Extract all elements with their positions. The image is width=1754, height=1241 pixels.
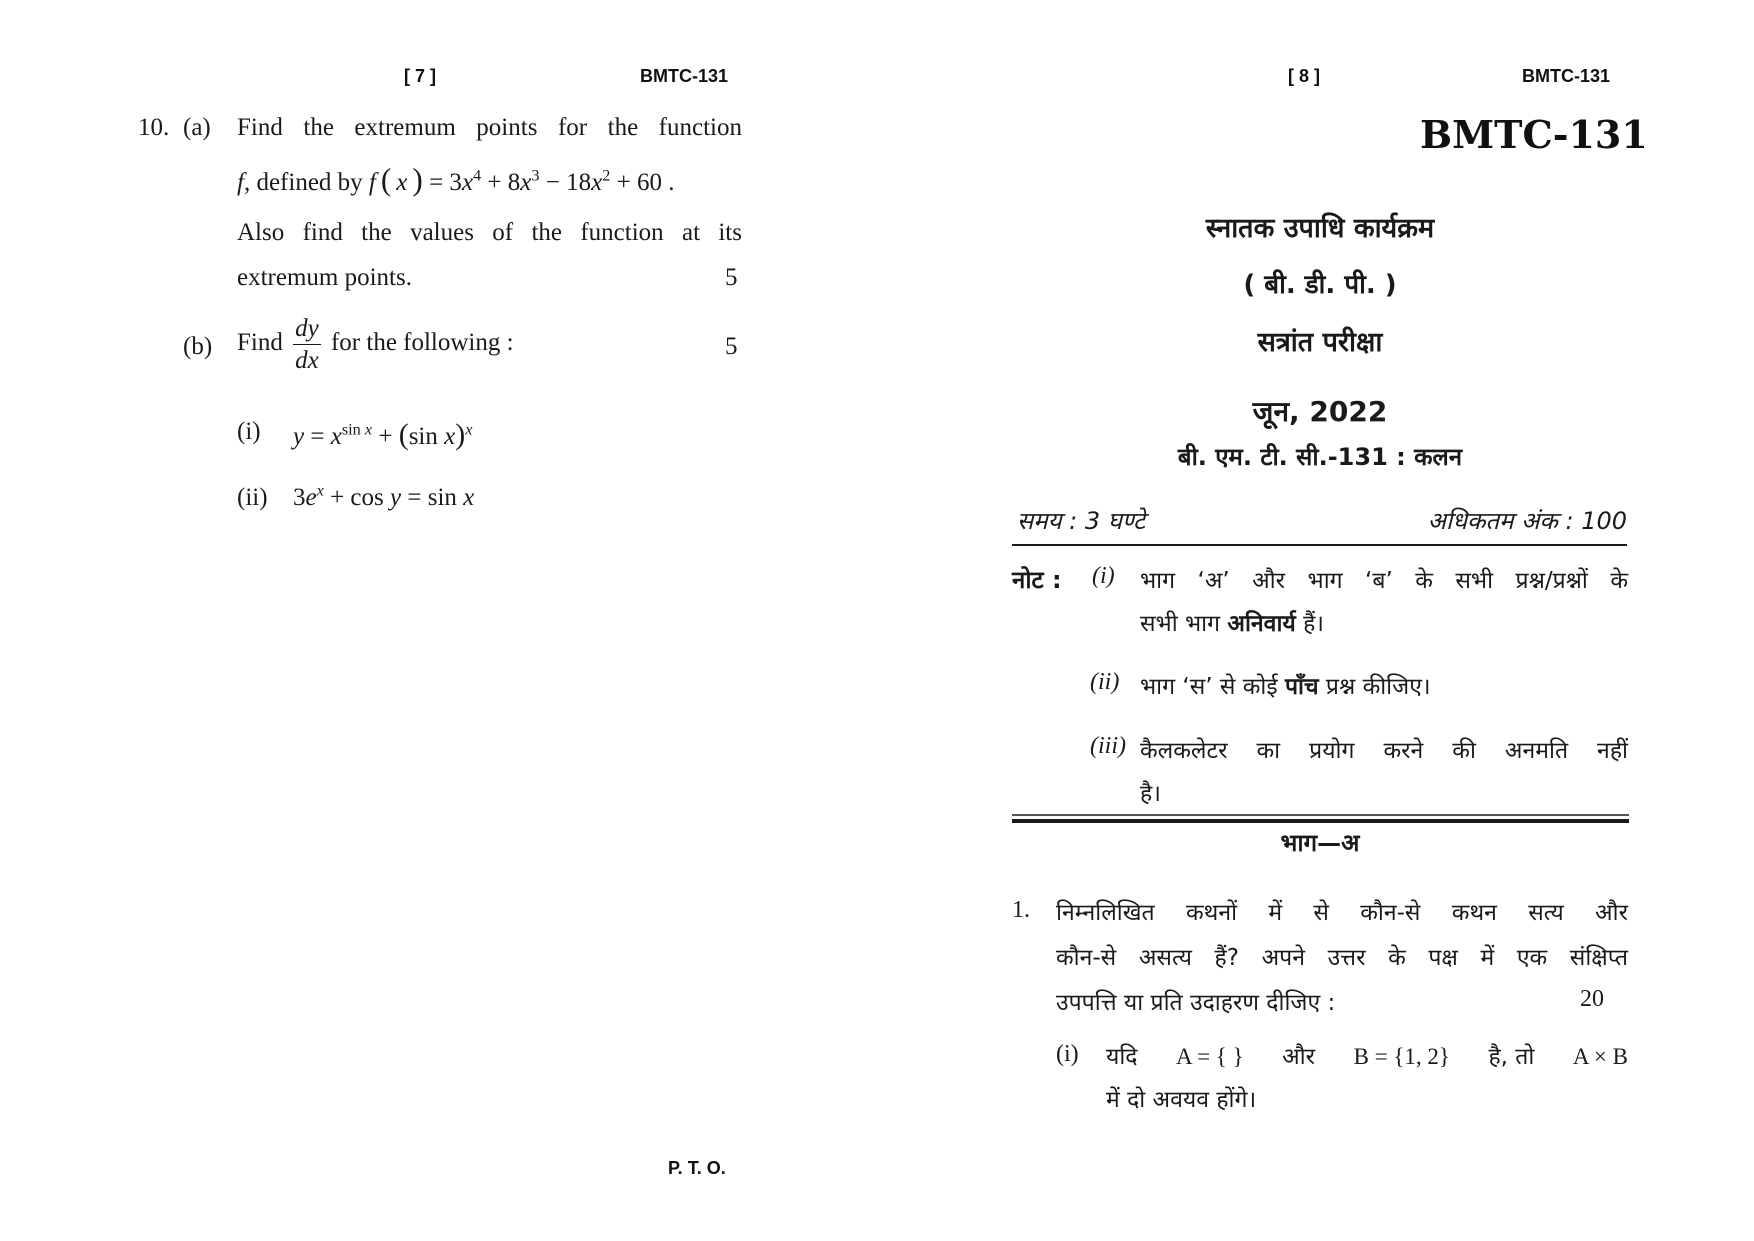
note-ii-text-start: भाग ‘स’ से कोई: [1140, 674, 1285, 700]
function-definition: f ( x ): [368, 162, 423, 197]
set-a-expression: A = { }: [1176, 1044, 1244, 1069]
note-i-text: सभी भाग: [1140, 611, 1228, 637]
question-1-number: 1.: [1012, 897, 1030, 923]
find-text: Find: [237, 329, 283, 357]
exam-type: सत्रांत परीक्षा: [1257, 327, 1383, 358]
part-a-line-3: Also find the values of the function at its: [237, 219, 742, 246]
q1-item-i-line-1: [1106, 1039, 1628, 1071]
note-i-text-end: हैं।: [1295, 611, 1325, 637]
cartesian-product-expression: A × B: [1572, 1044, 1628, 1069]
q1-item-i-label: (i): [1056, 1041, 1079, 1067]
part-b-marks: 5: [725, 333, 738, 360]
exam-session: जून, 2022: [1252, 395, 1388, 428]
course-code-header-right: BMTC-131: [1522, 66, 1611, 86]
defined-by-text: , defined by: [243, 169, 369, 196]
question-1-line-2: कौन-से असत्य हैं? अपने उत्तर के पक्ष में एक संक्षिप्त: [1056, 945, 1628, 971]
q1-item-i-word-then: है, तो: [1488, 1044, 1535, 1070]
course-title: बी. एम. टी. सी.-131 : कलन: [1177, 443, 1463, 471]
note-iii-line-2: है।: [1140, 781, 1161, 807]
page-number-right: [ 8 ]: [1288, 66, 1321, 86]
part-a-line-2: [237, 162, 747, 198]
q1-item-i-word-and: और: [1282, 1044, 1316, 1070]
page-number-left: [ 7 ]: [404, 66, 437, 86]
note-ii-text-end: प्रश्न कीजिए।: [1318, 674, 1431, 700]
maximum-marks: अधिकतम अंक : 100: [1427, 507, 1627, 535]
double-rule-top: [1012, 814, 1629, 816]
programme-title: स्नातक उपाधि कार्यक्रम: [1205, 213, 1435, 244]
note-ii-emphasis: पाँच: [1284, 674, 1319, 700]
course-code-title: BMTC-131: [1420, 112, 1648, 157]
sub-item-i-label: (i): [237, 418, 261, 445]
q1-item-i-line-2: में दो अवयव होंगे।: [1106, 1087, 1257, 1113]
course-code-header-left: BMTC-131: [640, 66, 729, 86]
divider-line: [1012, 544, 1627, 546]
note-ii-number: (ii): [1090, 669, 1120, 695]
note-i-line-2: [1140, 606, 1324, 638]
part-b-label: (b): [183, 333, 213, 360]
part-a-line-1: Find the extremum points for the function: [237, 114, 742, 141]
programme-abbreviation: ( बी. डी. पी. ): [1243, 270, 1397, 300]
q1-item-i-word-if: यदि: [1106, 1044, 1138, 1070]
question-1-line-3: उपपत्ति या प्रति उदाहरण दीजिए :: [1056, 990, 1336, 1016]
sub-item-ii-expression: $3e^x + \cos y = \sin x$: [293, 481, 475, 511]
question-number: 10.: [138, 114, 170, 141]
function-body: = $3x^4 + 8x^3 - 18x^2 + 60$ .: [422, 166, 675, 196]
note-label: नोट :: [1012, 566, 1062, 594]
double-rule-bottom: [1012, 819, 1629, 823]
note-i-number: (i): [1092, 563, 1115, 589]
note-iii-number: (iii): [1090, 733, 1126, 759]
note-i-line-1: भाग ‘अ’ और भाग ‘ब’ के सभी प्रश्न/प्रश्नों के: [1140, 568, 1628, 594]
fraction-denominator: dx: [295, 347, 319, 374]
part-a-label: (a): [183, 114, 211, 141]
note-ii-text: [1140, 669, 1431, 701]
part-a-line-4: extremum points.: [237, 264, 412, 291]
dy-dx-fraction: [293, 316, 321, 373]
sub-item-ii-label: (ii): [237, 484, 268, 511]
note-iii-line-1: कैलकलेटर का प्रयोग करने की अनमति नहीं: [1140, 738, 1628, 764]
part-b-prompt: [237, 316, 514, 373]
time-allowed: समय : 3 घण्टे: [1017, 507, 1146, 535]
section-heading: भाग—अ: [1280, 829, 1360, 857]
for-following-text: for the following :: [330, 329, 514, 357]
part-a-marks: 5: [725, 264, 738, 291]
question-1-marks: 20: [1580, 986, 1604, 1012]
f-symbol: f: [237, 169, 244, 196]
fraction-numerator: dy: [293, 316, 321, 345]
note-i-emphasis: अनिवार्य: [1227, 611, 1296, 637]
pto-footer: P. T. O.: [668, 1158, 726, 1178]
sub-item-i-expression: $y = x^{sin x} + (\sin$ x)$^x$: [293, 418, 473, 451]
question-1-line-1: निम्नलिखित कथनों में से कौन-से कथन सत्य और: [1056, 900, 1628, 926]
set-b-expression: B = {1, 2}: [1353, 1044, 1450, 1069]
